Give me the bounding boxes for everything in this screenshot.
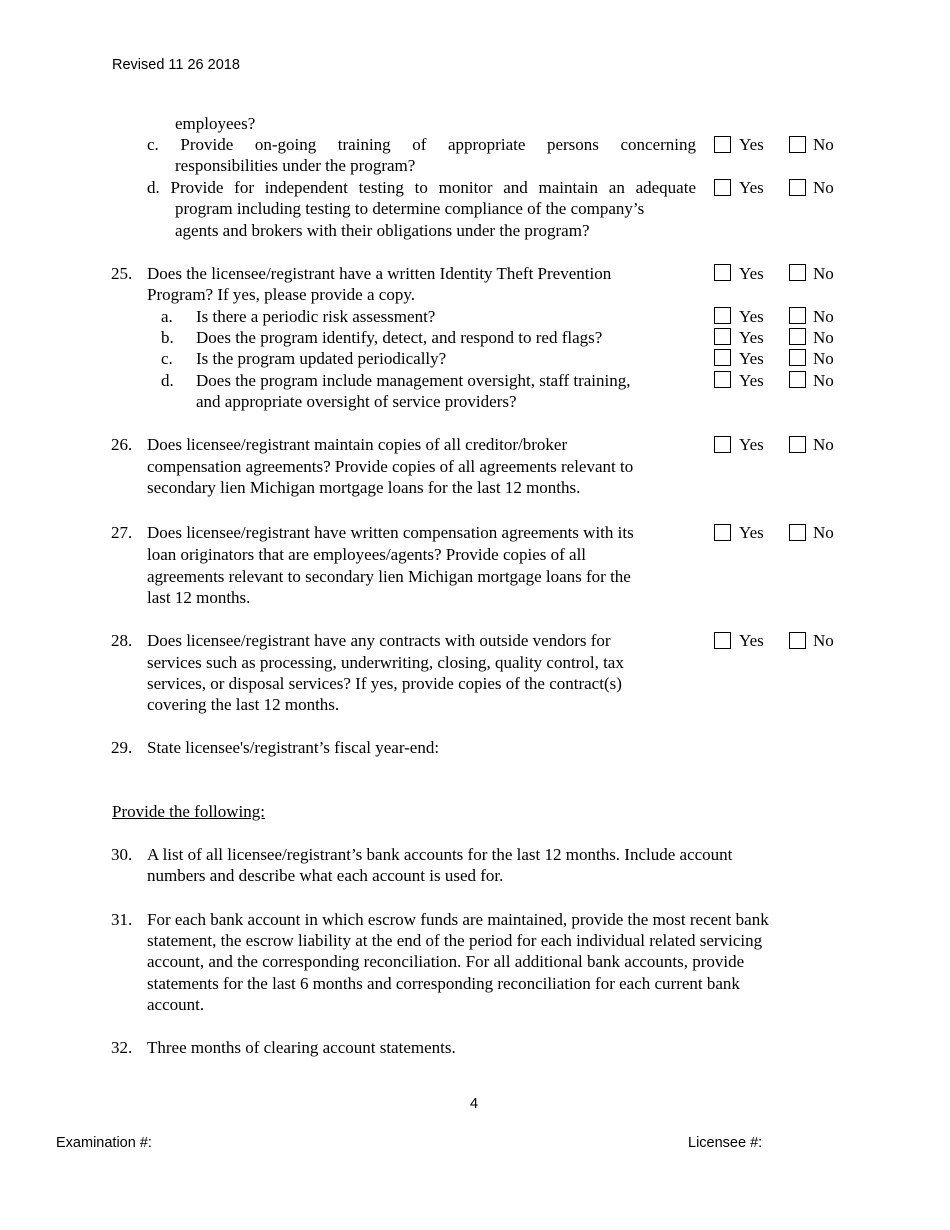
q25d-yes-label: Yes (739, 371, 764, 390)
q31-line5: account. (147, 995, 205, 1014)
q25b-letter: b. (161, 328, 174, 347)
q25c-text: Is the program updated periodically? (196, 349, 447, 368)
q25c-letter: c. (161, 349, 173, 368)
q26-line2: compensation agreements? Provide copies of all agreements relevant to (147, 457, 634, 476)
q28-line4: covering the last 12 months. (147, 695, 340, 714)
q24c-no-checkbox[interactable] (789, 136, 806, 153)
q28-line3: services, or disposal services? If yes, provide copies of the contract(s) (147, 674, 622, 693)
q25b-yes-checkbox[interactable] (714, 328, 731, 345)
q24-continuation-line: employees? (175, 114, 256, 133)
q25d-letter: d. (161, 371, 174, 390)
q26-number: 26. (111, 435, 133, 454)
q27-yes-label: Yes (739, 523, 764, 542)
q25-yes-checkbox[interactable] (714, 264, 731, 281)
q24d-yes-label: Yes (739, 178, 764, 197)
q25a-yes-label: Yes (739, 307, 764, 326)
q28-no-checkbox[interactable] (789, 632, 806, 649)
q25-no-checkbox[interactable] (789, 264, 806, 281)
q25a-letter: a. (161, 307, 173, 326)
revision-date: Revised 11 26 2018 (112, 57, 240, 73)
q30-number: 30. (111, 845, 133, 864)
q25-yes-label: Yes (739, 264, 764, 283)
q30-line2: numbers and describe what each account is used for. (147, 866, 504, 885)
q26-no-label: No (813, 435, 834, 454)
q27-line2: loan originators that are employees/agents? Provide copies of all (147, 545, 587, 564)
q28-number: 28. (111, 631, 133, 650)
provide-following-heading: Provide the following: (112, 802, 265, 821)
q27-line3: agreements relevant to secondary lien Michigan mortgage loans for the (147, 567, 631, 586)
q24c-yes-label: Yes (739, 135, 764, 154)
q24-item-c-line1: c. Provide on-going training of appropriate persons concerning (147, 135, 696, 154)
q26-yes-label: Yes (739, 435, 764, 454)
q26-line3: secondary lien Michigan mortgage loans for the last 12 months. (147, 478, 581, 497)
q28-no-label: No (813, 631, 834, 650)
q24c-yes-checkbox[interactable] (714, 136, 731, 153)
q27-yes-checkbox[interactable] (714, 524, 731, 541)
q25a-no-checkbox[interactable] (789, 307, 806, 324)
examination-number-label: Examination #: (56, 1135, 152, 1151)
page-number: 4 (470, 1096, 479, 1112)
q25d-yes-checkbox[interactable] (714, 371, 731, 388)
q25-line1: Does the licensee/registrant have a written Identity Theft Prevention (147, 264, 612, 283)
q25c-yes-checkbox[interactable] (714, 349, 731, 366)
q24-item-c-line2: responsibilities under the program? (175, 156, 416, 175)
q25b-no-checkbox[interactable] (789, 328, 806, 345)
q28-yes-label: Yes (739, 631, 764, 650)
q26-no-checkbox[interactable] (789, 436, 806, 453)
q25-line2: Program? If yes, please provide a copy. (147, 285, 415, 304)
q24d-no-label: No (813, 178, 834, 197)
q25d-no-label: No (813, 371, 834, 390)
q24c-no-label: No (813, 135, 834, 154)
q27-number: 27. (111, 523, 133, 542)
q25a-yes-checkbox[interactable] (714, 307, 731, 324)
q24d-yes-checkbox[interactable] (714, 179, 731, 196)
q28-line2: services such as processing, underwriting, closing, quality control, tax (147, 653, 624, 672)
q24-item-d-line2: program including testing to determine compliance of the company’s (175, 199, 645, 218)
q24-item-d-line1: d. Provide for independent testing to monitor and maintain an adequate (147, 178, 696, 197)
q31-line3: account, and the corresponding reconciliation. For all additional bank accounts, provide (147, 952, 745, 971)
q31-line4: statements for the last 6 months and corresponding reconciliation for each current bank (147, 974, 740, 993)
q25d-no-checkbox[interactable] (789, 371, 806, 388)
q31-line2: statement, the escrow liability at the end of the period for each individual related servicing (147, 931, 763, 950)
q27-line1: Does licensee/registrant have written compensation agreements with its (147, 523, 634, 542)
q28-yes-checkbox[interactable] (714, 632, 731, 649)
q30-line1: A list of all licensee/registrant’s bank accounts for the last 12 months. Include account (147, 845, 733, 864)
q25c-no-label: No (813, 349, 834, 368)
q25-no-label: No (813, 264, 834, 283)
q25a-no-label: No (813, 307, 834, 326)
q25d-text-line1: Does the program include management oversight, staff training, (196, 371, 631, 390)
q27-no-label: No (813, 523, 834, 542)
q26-yes-checkbox[interactable] (714, 436, 731, 453)
q26-line1: Does licensee/registrant maintain copies of all creditor/broker (147, 435, 568, 454)
q25b-text: Does the program identify, detect, and respond to red flags? (196, 328, 603, 347)
q27-no-checkbox[interactable] (789, 524, 806, 541)
q24-item-d-line3: agents and brokers with their obligations under the program? (175, 221, 590, 240)
q28-line1: Does licensee/registrant have any contracts with outside vendors for (147, 631, 611, 650)
q24d-no-checkbox[interactable] (789, 179, 806, 196)
q25a-text: Is there a periodic risk assessment? (196, 307, 436, 326)
q25-number: 25. (111, 264, 133, 283)
q29-text: State licensee's/registrant’s fiscal year-end: (147, 738, 440, 757)
q29-number: 29. (111, 738, 133, 757)
q32-number: 32. (111, 1038, 133, 1057)
licensee-number-label: Licensee #: (688, 1135, 763, 1151)
q27-line4: last 12 months. (147, 588, 251, 607)
q31-number: 31. (111, 910, 133, 929)
q25b-no-label: No (813, 328, 834, 347)
q32-text: Three months of clearing account statements. (147, 1038, 456, 1057)
q25d-text-line2: and appropriate oversight of service providers? (196, 392, 517, 411)
q25b-yes-label: Yes (739, 328, 764, 347)
q25c-yes-label: Yes (739, 349, 764, 368)
q25c-no-checkbox[interactable] (789, 349, 806, 366)
q31-line1: For each bank account in which escrow funds are maintained, provide the most recent bank (147, 910, 769, 929)
